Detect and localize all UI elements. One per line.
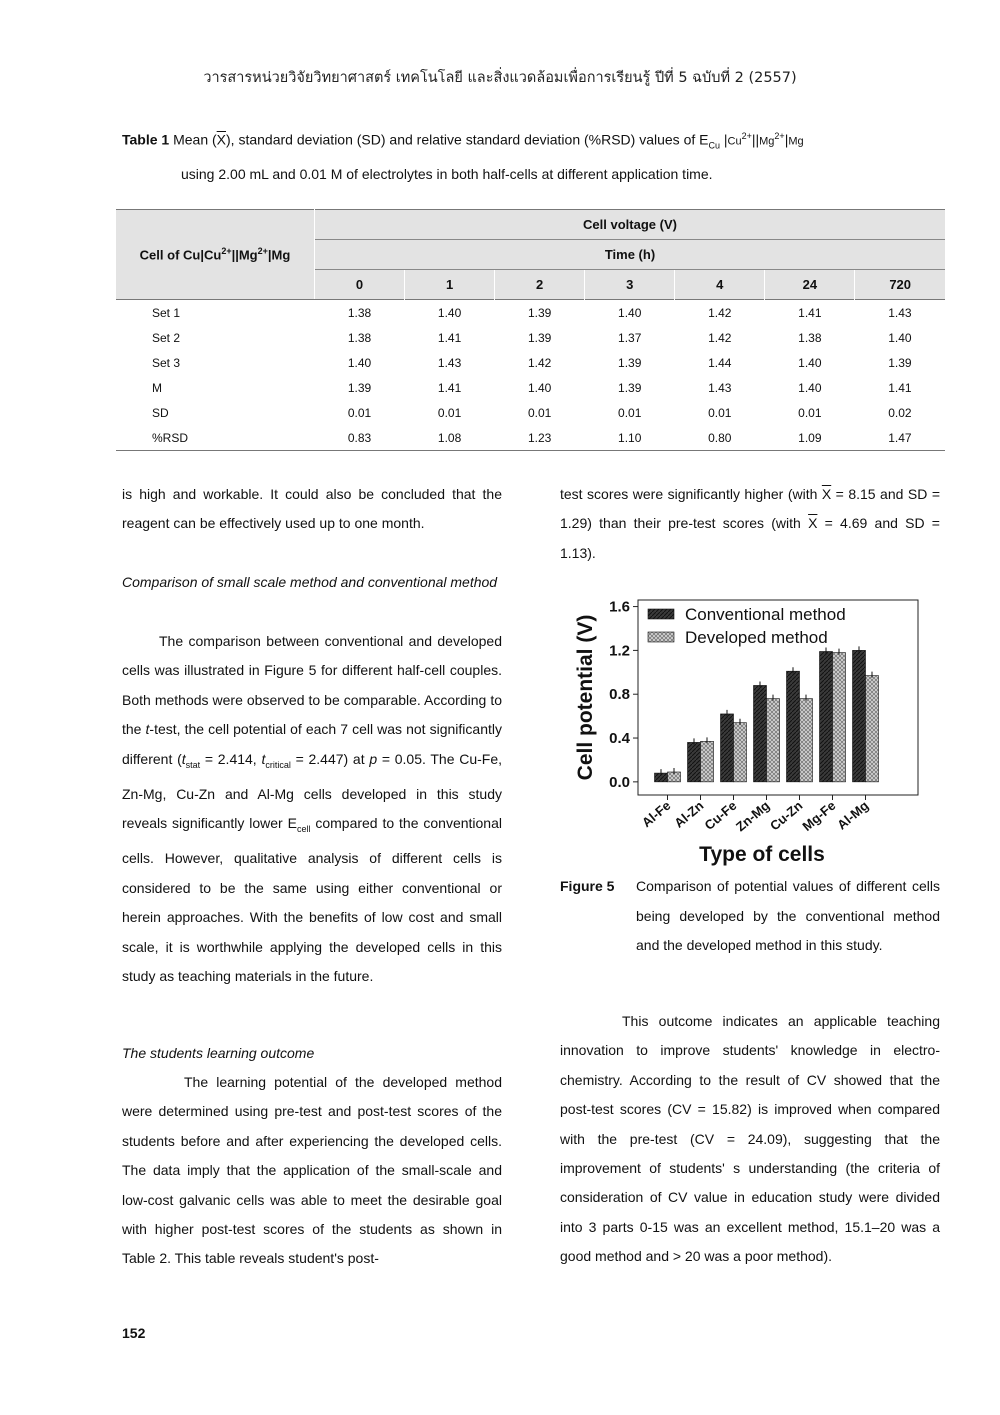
cell: 1.38 <box>347 330 372 345</box>
row-label: Set 2 <box>152 330 181 345</box>
y-axis-label: Cell potential (V) <box>574 614 597 781</box>
bar-developed <box>800 699 813 782</box>
row-label: Set 3 <box>152 355 181 370</box>
row-label: %RSD <box>152 430 189 445</box>
row-header-cell <box>116 210 315 300</box>
rpara1-a: test scores were significantly higher (with <box>560 486 822 502</box>
section-heading-outcome: The students learning outcome <box>122 1045 315 1061</box>
bar-developed <box>866 676 879 782</box>
cell: 1.39 <box>527 305 552 320</box>
table-row <box>116 300 945 326</box>
right-para-1 <box>560 480 940 568</box>
cell: 1.42 <box>708 305 732 320</box>
col-header: 3 <box>585 270 675 300</box>
cell: 0.01 <box>437 405 462 420</box>
y-tick-label: 0.0 <box>609 773 630 791</box>
para2-text-e: = 0.05. The Cu-Fe, Zn-Mg, Cu-Zn and Al-Mg cells developed in this study reveals significantly lower E <box>122 750 502 832</box>
row-header-sup2: 2+ <box>257 246 268 257</box>
table-label: Table 1 <box>122 131 170 148</box>
group-header: Cell voltage (V) <box>315 210 946 240</box>
sup-2plus: 2+ <box>741 131 752 141</box>
cell: 1.39 <box>888 355 912 370</box>
table-caption-line2: using 2.00 mL and 0.01 M of electrolytes in both half-cells at different application time. <box>181 166 713 182</box>
table-row <box>116 375 945 400</box>
x-axis-label: Type of cells <box>699 843 825 866</box>
table-row <box>116 350 945 375</box>
x-tick-label: Al-Fe <box>638 797 674 831</box>
cell: 1.43 <box>708 380 732 395</box>
cell: 1.41 <box>437 330 462 345</box>
journal-header: วารสารหน่วยวิจัยวิทยาศาสตร์ เทคโนโลยี และสิ่งแวดล้อมเพื่อการเรียนรู้ ปีที่ 5 ฉบับที่ 2 (2557) <box>203 70 797 86</box>
cell: 1.40 <box>618 305 642 320</box>
col-header: 0 <box>315 270 405 300</box>
cell: 1.38 <box>798 330 822 345</box>
x-tick-label: Cu-Fe <box>701 797 740 833</box>
cell: 1.39 <box>618 380 642 395</box>
cell: 0.01 <box>527 405 552 420</box>
cell: 1.43 <box>437 355 462 370</box>
table-row <box>116 325 945 350</box>
cell: 1.41 <box>437 380 462 395</box>
t-italic: t <box>145 721 150 738</box>
y-tick-label: 1.2 <box>609 642 630 660</box>
mean-symbol: $\overline{X}$ <box>808 515 818 532</box>
bar-conventional <box>754 685 767 781</box>
cell: 1.10 <box>618 430 642 445</box>
figure5-chart <box>560 588 940 870</box>
cell: 1.39 <box>347 380 372 395</box>
cell: 1.41 <box>888 380 912 395</box>
table-row <box>116 400 945 425</box>
left-para-3: The learning potential of the developed method were determined using pre-test and post-test scores of the students before and after experiencing the developed cells. The data imply that the application of the small-scale and low-cost galvanic cells was able to meet the desirable goal with higher post-test scores of the students as shown in Table 2. This table reveals student's post- <box>122 1074 502 1267</box>
page-number: 152 <box>122 1325 146 1341</box>
y-tick-label: 1.6 <box>609 598 630 616</box>
t-stat-italic: t <box>181 750 186 767</box>
para2-text-c: = 2.414, <box>200 750 262 767</box>
col-header: 2 <box>495 270 585 300</box>
col-header: 1 <box>405 270 495 300</box>
cell: 0.83 <box>347 430 372 445</box>
cell: 1.08 <box>437 430 462 445</box>
cell: 1.37 <box>618 330 642 345</box>
sub-cu2: Cu <box>727 135 742 148</box>
cell: 1.41 <box>798 305 822 320</box>
cell: 1.40 <box>527 380 552 395</box>
bar-conventional <box>820 651 833 781</box>
cell: 1.40 <box>437 305 462 320</box>
x-tick-label: Al-Zn <box>671 797 707 831</box>
legend-label: Conventional method <box>685 605 846 624</box>
cell: 0.02 <box>888 405 912 420</box>
cell: 0.01 <box>708 405 732 420</box>
para2-text-f: compared to the conventional cells. However, qualitative analysis of different cells is considered to be the same using either conventional or herein approaches. With the benefits of low cost and small scale, it is worthwhile applying the developed cells in this study as teaching materials in the future. <box>122 815 502 985</box>
caption-part-b: ), standard deviation (SD) and relative standard deviation (%RSD) values of E <box>226 131 709 148</box>
bar-developed <box>767 699 780 782</box>
p-italic: p <box>369 750 378 767</box>
sub-critical: critical <box>265 759 291 770</box>
mean-symbol: $\overline{X}$ <box>216 131 227 148</box>
cell: 1.44 <box>708 355 732 370</box>
row-header-a: Cell of Cu|Cu <box>139 247 222 263</box>
x-tick-label: Zn-Mg <box>732 797 773 835</box>
section-heading-comparison: Comparison of small scale method and conventional method <box>122 574 498 590</box>
row-header-c: |Mg <box>267 247 291 263</box>
rpara1-c: = 4.69 and SD = 1.13). <box>560 515 940 561</box>
legend-swatch <box>648 632 674 642</box>
cell: 1.40 <box>888 330 912 345</box>
cell: 1.23 <box>527 430 552 445</box>
col-header: 720 <box>855 270 945 300</box>
data-table <box>116 209 945 451</box>
bar-conventional <box>853 650 866 781</box>
sub-mg2: Mg <box>788 135 804 148</box>
sup-2plus-b: 2+ <box>774 131 785 141</box>
para2-text-b: -test, the cell potential of each 7 cell was not significantly different ( <box>122 721 502 767</box>
bar-developed <box>701 741 714 782</box>
row-label: M <box>152 380 162 395</box>
cell: 1.39 <box>527 330 552 345</box>
row-header-sup1: 2+ <box>221 246 232 257</box>
left-para-1: is high and workable. It could also be concluded that the reagent can be effectively used up to one month. <box>122 486 502 532</box>
table-caption: Table 1 Mean $(\overline{X})$, standard deviation (SD) and relative standard deviation (%RSD) values of $E_{Cu}$ $|Cu^{2+}||Mg^{2+}|Mg$ <box>122 131 804 151</box>
t-critical-italic: t <box>261 750 266 767</box>
para2-text-a: The comparison between conventional and developed cells was illustrated in Figure 5 for different half-cell couples. Both methods were observed to be comparable. According to the <box>122 633 502 738</box>
sub-header: Time (h) <box>315 240 946 270</box>
right-para-2: This outcome indicates an applicable teaching innovation to improve students' knowledge in electro-chemistry. According to the result of CV showed that the post-test scores (CV = 15.82) is improved when compared with the pre-test (CV = 24.09), suggesting that the improvement of students' s understanding (the criteria of consideration of CV value in education study were divided into 3 parts 0-15 was an excellent method, 15.1–20 was a good method and > 20 was a poor method). <box>560 1013 940 1265</box>
cell: 0.80 <box>708 430 732 445</box>
bar-developed <box>833 653 846 782</box>
col-header: 24 <box>765 270 855 300</box>
cell: 1.09 <box>798 430 822 445</box>
bar-conventional <box>721 714 734 782</box>
cell: 0.01 <box>347 405 372 420</box>
cell: 1.39 <box>618 355 642 370</box>
bar-developed <box>734 723 747 782</box>
bar-conventional <box>787 671 800 782</box>
legend-label: Developed method <box>685 628 828 647</box>
cell: 1.42 <box>527 355 552 370</box>
x-tick-label: Cu-Zn <box>767 797 806 834</box>
cell: 1.38 <box>347 305 372 320</box>
caption-part-a: Mean ( <box>173 131 217 148</box>
cell: 1.40 <box>798 380 822 395</box>
sub-cell: cell <box>296 824 311 835</box>
y-tick-label: 0.8 <box>609 686 630 704</box>
y-tick-label: 0.4 <box>609 730 630 748</box>
table-row <box>116 425 945 451</box>
row-label: Set 1 <box>152 305 181 320</box>
para2-text-d: = 2.447) at <box>290 750 370 767</box>
figure-label: Figure 5 <box>560 878 615 894</box>
x-tick-label: Mg-Fe <box>799 797 839 834</box>
sub-stat: stat <box>185 759 201 770</box>
sub-mg: Mg <box>759 135 775 148</box>
cell: 0.01 <box>618 405 642 420</box>
cell: 1.40 <box>798 355 822 370</box>
cell: 0.01 <box>798 405 822 420</box>
sub-cu: Cu <box>708 140 720 151</box>
mean-symbol: $\overline{X}$ <box>821 486 832 502</box>
rpara1-b: = 8.15 and SD = 1.29) than their pre-test scores (with <box>560 486 940 532</box>
cell: 1.47 <box>888 430 912 445</box>
cell: 1.43 <box>888 305 912 320</box>
cell: 1.42 <box>708 330 732 345</box>
legend-swatch <box>648 609 674 619</box>
col-header: 4 <box>675 270 765 300</box>
row-label: SD <box>152 405 169 420</box>
x-tick-label: Al-Mg <box>834 797 872 833</box>
row-header-b: ||Mg <box>231 247 258 263</box>
left-para-2 <box>122 627 502 991</box>
figure-caption-text: Comparison of potential values of different cells being developed by the conventional method and the developed method in this study. <box>636 878 940 953</box>
cell: 1.40 <box>347 355 372 370</box>
bar-conventional <box>688 742 701 781</box>
